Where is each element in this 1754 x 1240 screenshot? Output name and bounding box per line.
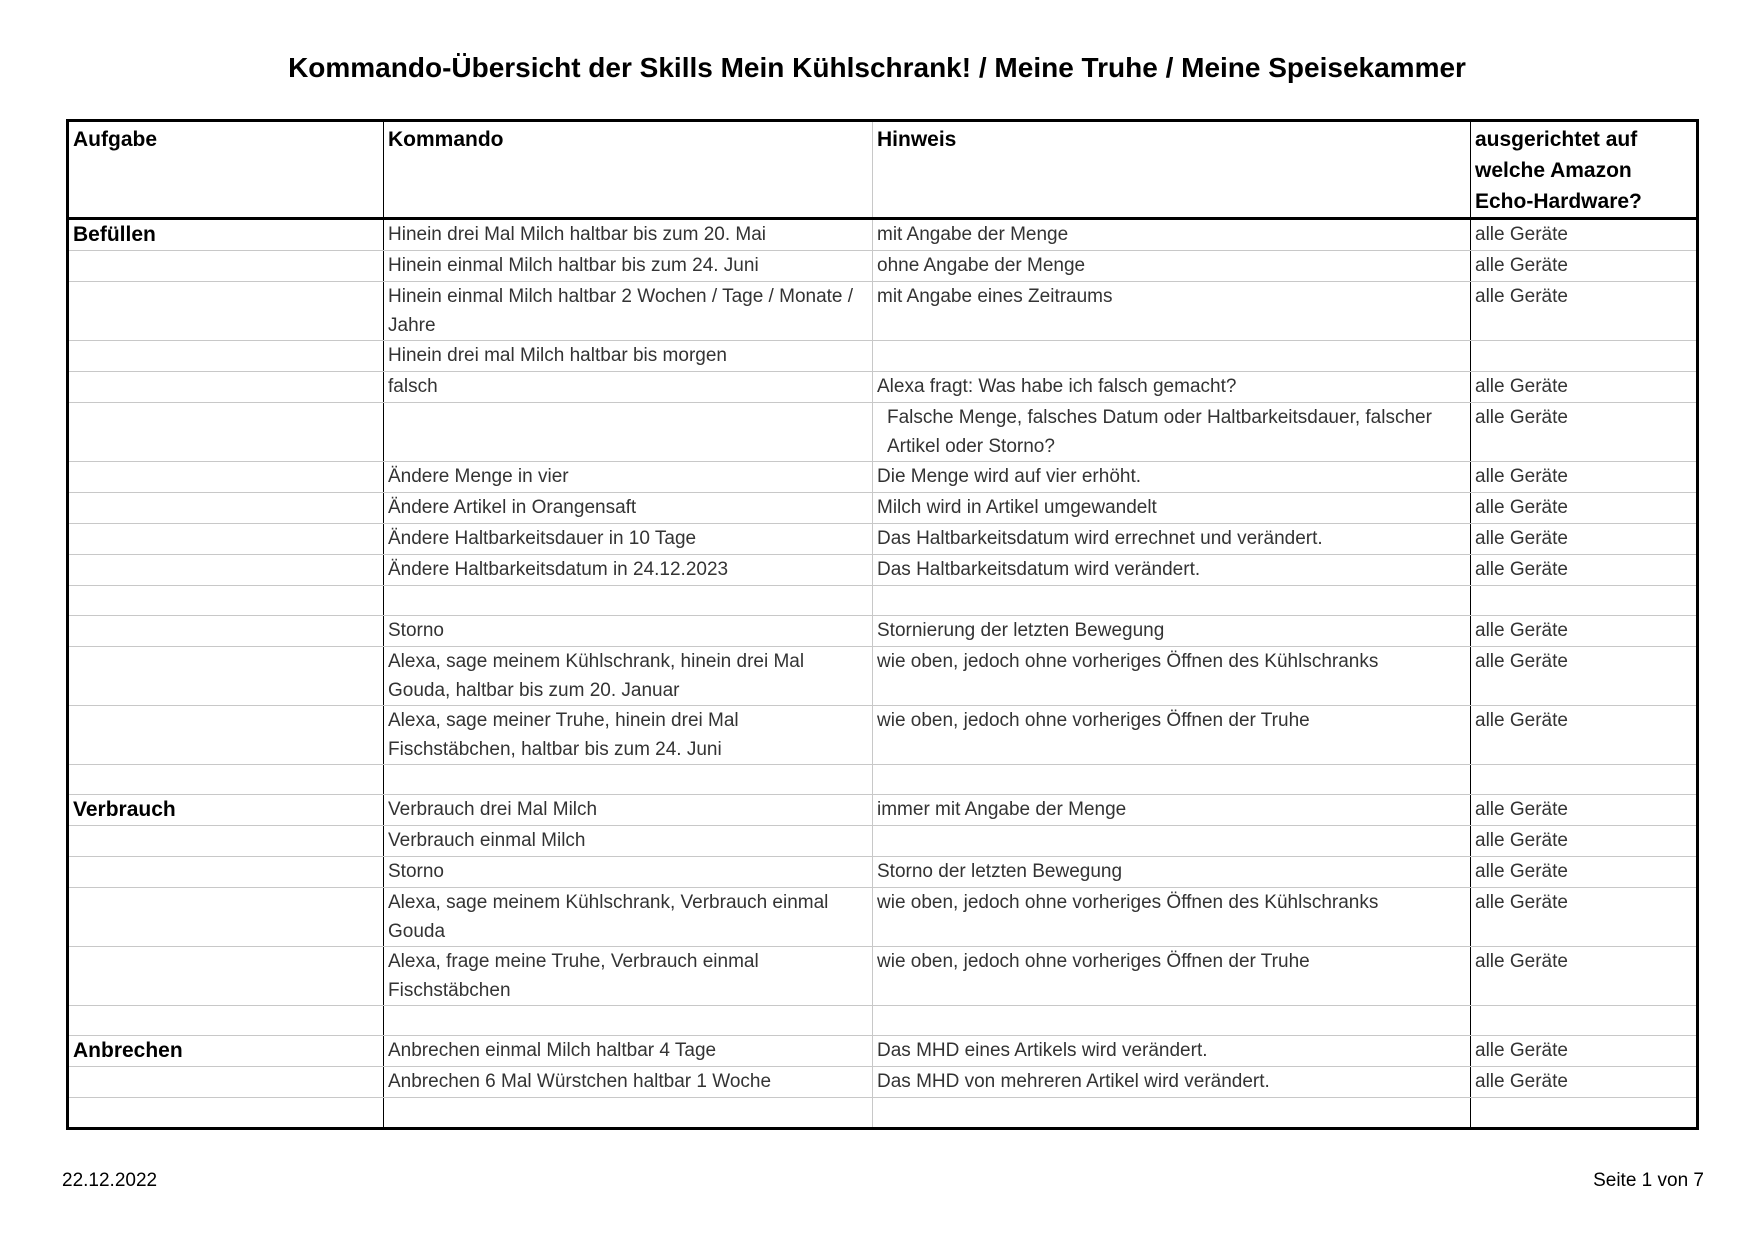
cell-kommando <box>384 1098 873 1129</box>
table-row <box>68 1036 1698 1067</box>
table-row <box>68 765 1698 795</box>
cell-kommando: Hinein einmal Milch haltbar 2 Wochen / Tage / Monate / Jahre <box>384 282 873 341</box>
cell-hardware: alle Geräte <box>1471 1036 1698 1067</box>
table-row <box>68 888 1698 947</box>
cell-kommando: Storno <box>384 857 873 888</box>
cell-hinweis: wie oben, jedoch ohne vorheriges Öffnen des Kühlschranks <box>873 647 1471 706</box>
cell-kommando: Hinein drei mal Milch haltbar bis morgen <box>384 341 873 372</box>
table-row <box>68 706 1698 765</box>
cell-aufgabe <box>68 947 384 1006</box>
cell-hardware: alle Geräte <box>1471 647 1698 706</box>
cell-hinweis: Die Menge wird auf vier erhöht. <box>873 462 1471 493</box>
cell-aufgabe: Verbrauch <box>68 795 384 826</box>
cell-aufgabe <box>68 524 384 555</box>
cell-aufgabe <box>68 555 384 586</box>
table-row <box>68 555 1698 586</box>
cell-hinweis <box>873 765 1471 795</box>
table-row <box>68 251 1698 282</box>
cell-kommando: Alexa, sage meinem Kühlschrank, Verbrauch einmal Gouda <box>384 888 873 947</box>
cell-aufgabe <box>68 857 384 888</box>
cell-hardware: alle Geräte <box>1471 282 1698 341</box>
cell-kommando: Hinein einmal Milch haltbar bis zum 24. Juni <box>384 251 873 282</box>
table-row <box>68 1067 1698 1098</box>
command-table <box>66 119 1699 1130</box>
cell-kommando: Ändere Haltbarkeitsdatum in 24.12.2023 <box>384 555 873 586</box>
cell-kommando: Verbrauch drei Mal Milch <box>384 795 873 826</box>
cell-kommando: falsch <box>384 372 873 403</box>
cell-aufgabe <box>68 826 384 857</box>
cell-aufgabe: Anbrechen <box>68 1036 384 1067</box>
cell-hinweis: Das MHD eines Artikels wird verändert. <box>873 1036 1471 1067</box>
cell-aufgabe <box>68 647 384 706</box>
table-row <box>68 1006 1698 1036</box>
table-row <box>68 647 1698 706</box>
cell-kommando: Anbrechen 6 Mal Würstchen haltbar 1 Woche <box>384 1067 873 1098</box>
cell-kommando: Verbrauch einmal Milch <box>384 826 873 857</box>
cell-hardware: alle Geräte <box>1471 555 1698 586</box>
table-header-row <box>68 121 1698 219</box>
cell-kommando: Anbrechen einmal Milch haltbar 4 Tage <box>384 1036 873 1067</box>
cell-kommando: Ändere Menge in vier <box>384 462 873 493</box>
cell-aufgabe <box>68 462 384 493</box>
cell-kommando <box>384 765 873 795</box>
cell-hinweis: Alexa fragt: Was habe ich falsch gemacht? <box>873 372 1471 403</box>
cell-kommando: Alexa, sage meiner Truhe, hinein drei Mal Fischstäbchen, haltbar bis zum 24. Juni <box>384 706 873 765</box>
cell-kommando: Storno <box>384 616 873 647</box>
table-row <box>68 857 1698 888</box>
cell-hinweis: Das MHD von mehreren Artikel wird verändert. <box>873 1067 1471 1098</box>
cell-hinweis: Das Haltbarkeitsdatum wird errechnet und verändert. <box>873 524 1471 555</box>
table-row <box>68 586 1698 616</box>
header-aufgabe: Aufgabe <box>68 121 384 219</box>
cell-hinweis <box>873 826 1471 857</box>
cell-hinweis: Falsche Menge, falsches Datum oder Haltbarkeitsdauer, falscher Artikel oder Storno? <box>873 403 1471 462</box>
cell-aufgabe <box>68 341 384 372</box>
cell-hardware: alle Geräte <box>1471 1067 1698 1098</box>
cell-hinweis: mit Angabe eines Zeitraums <box>873 282 1471 341</box>
table-row <box>68 341 1698 372</box>
table-row <box>68 795 1698 826</box>
table-row <box>68 493 1698 524</box>
table-row <box>68 372 1698 403</box>
cell-hardware: alle Geräte <box>1471 857 1698 888</box>
cell-hinweis <box>873 586 1471 616</box>
cell-hardware: alle Geräte <box>1471 706 1698 765</box>
cell-hardware: alle Geräte <box>1471 372 1698 403</box>
cell-aufgabe <box>68 616 384 647</box>
cell-kommando: Ändere Haltbarkeitsdauer in 10 Tage <box>384 524 873 555</box>
cell-aufgabe <box>68 765 384 795</box>
cell-aufgabe <box>68 251 384 282</box>
table-row <box>68 219 1698 251</box>
cell-aufgabe <box>68 1006 384 1036</box>
table-row <box>68 524 1698 555</box>
cell-hardware <box>1471 1098 1698 1129</box>
table-row <box>68 1098 1698 1129</box>
cell-hinweis <box>873 1006 1471 1036</box>
cell-hinweis: wie oben, jedoch ohne vorheriges Öffnen des Kühlschranks <box>873 888 1471 947</box>
cell-kommando: Alexa, sage meinem Kühlschrank, hinein drei Mal Gouda, haltbar bis zum 20. Januar <box>384 647 873 706</box>
cell-aufgabe <box>68 1067 384 1098</box>
cell-aufgabe <box>68 493 384 524</box>
cell-hardware: alle Geräte <box>1471 219 1698 251</box>
cell-hinweis: mit Angabe der Menge <box>873 219 1471 251</box>
page-title: Kommando-Übersicht der Skills Mein Kühlschrank! / Meine Truhe / Meine Speisekammer <box>288 52 1466 83</box>
cell-kommando <box>384 1006 873 1036</box>
cell-hardware: alle Geräte <box>1471 947 1698 1006</box>
cell-hinweis: Das Haltbarkeitsdatum wird verändert. <box>873 555 1471 586</box>
cell-hardware <box>1471 1006 1698 1036</box>
table-row <box>68 282 1698 341</box>
cell-aufgabe: Befüllen <box>68 219 384 251</box>
cell-hinweis: Storno der letzten Bewegung <box>873 857 1471 888</box>
cell-aufgabe <box>68 372 384 403</box>
cell-kommando: Hinein drei Mal Milch haltbar bis zum 20. Mai <box>384 219 873 251</box>
cell-hardware: alle Geräte <box>1471 493 1698 524</box>
cell-aufgabe <box>68 706 384 765</box>
cell-hinweis: Stornierung der letzten Bewegung <box>873 616 1471 647</box>
header-kommando: Kommando <box>384 121 873 219</box>
cell-aufgabe <box>68 586 384 616</box>
cell-hardware <box>1471 341 1698 372</box>
cell-hardware <box>1471 765 1698 795</box>
cell-hardware: alle Geräte <box>1471 462 1698 493</box>
cell-hardware: alle Geräte <box>1471 524 1698 555</box>
footer-page-number: Seite 1 von 7 <box>1593 1170 1704 1191</box>
cell-hardware: alle Geräte <box>1471 251 1698 282</box>
table-row <box>68 947 1698 1006</box>
cell-kommando: Ändere Artikel in Orangensaft <box>384 493 873 524</box>
cell-aufgabe <box>68 403 384 462</box>
header-hinweis: Hinweis <box>873 121 1471 219</box>
cell-aufgabe <box>68 282 384 341</box>
footer-date: 22.12.2022 <box>62 1170 158 1191</box>
table-row <box>68 616 1698 647</box>
cell-hardware: alle Geräte <box>1471 403 1698 462</box>
cell-hinweis: Milch wird in Artikel umgewandelt <box>873 493 1471 524</box>
cell-kommando: Alexa, frage meine Truhe, Verbrauch einmal Fischstäbchen <box>384 947 873 1006</box>
cell-kommando <box>384 403 873 462</box>
cell-hinweis: wie oben, jedoch ohne vorheriges Öffnen der Truhe <box>873 706 1471 765</box>
table-row <box>68 826 1698 857</box>
cell-hinweis: ohne Angabe der Menge <box>873 251 1471 282</box>
cell-hardware: alle Geräte <box>1471 616 1698 647</box>
cell-hinweis: wie oben, jedoch ohne vorheriges Öffnen der Truhe <box>873 947 1471 1006</box>
cell-hinweis <box>873 341 1471 372</box>
cell-hardware: alle Geräte <box>1471 795 1698 826</box>
cell-kommando <box>384 586 873 616</box>
cell-aufgabe <box>68 888 384 947</box>
table-row <box>68 462 1698 493</box>
cell-hardware: alle Geräte <box>1471 888 1698 947</box>
cell-aufgabe <box>68 1098 384 1129</box>
cell-hardware <box>1471 586 1698 616</box>
cell-hinweis: immer mit Angabe der Menge <box>873 795 1471 826</box>
cell-hardware: alle Geräte <box>1471 826 1698 857</box>
header-hardware: ausgerichtet auf welche Amazon Echo-Hardware? <box>1471 121 1698 219</box>
cell-hinweis <box>873 1098 1471 1129</box>
table-row <box>68 403 1698 462</box>
